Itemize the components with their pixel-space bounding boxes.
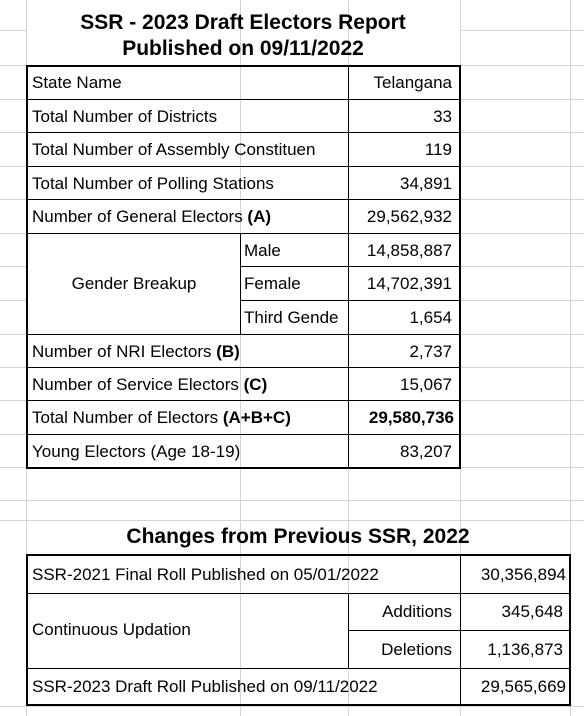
service-electors-label <box>32 368 346 401</box>
additions-value: 345,648 <box>501 602 563 621</box>
total-electors-tag: (A+B+C) <box>222 408 291 427</box>
general-electors-tag: (A) <box>247 207 272 226</box>
nri-electors-value: 2,737 <box>409 342 452 361</box>
state-name-label: State Name <box>32 73 122 92</box>
nri-electors-label <box>32 335 346 368</box>
state-name-value: Telangana <box>373 73 452 92</box>
report-title-line1: SSR - 2023 Draft Electors Report <box>80 11 406 34</box>
draft-roll-value: 29,565,669 <box>480 677 566 696</box>
third-gender-label: Third Gende <box>244 308 339 327</box>
third-gender-value: 1,654 <box>409 308 452 327</box>
districts-label: Total Number of Districts <box>32 107 218 126</box>
districts-value: 33 <box>433 107 452 126</box>
additions-label: Additions <box>382 602 452 621</box>
final-roll-value: 30,356,894 <box>480 565 566 584</box>
service-electors-text: Number of Service Electors <box>32 375 244 394</box>
polling-stations-label: Total Number of Polling Stations <box>32 174 274 193</box>
draft-roll-label: SSR-2023 Draft Roll Published on 09/11/2022 <box>32 677 378 696</box>
total-electors-label <box>32 401 346 434</box>
report-title-line2: Published on 09/11/2022 <box>122 37 364 60</box>
deletions-label: Deletions <box>381 640 452 659</box>
service-electors-value: 15,067 <box>400 375 452 394</box>
assembly-constituencies-value: 119 <box>424 140 452 159</box>
gender-breakup-label: Gender Breakup <box>71 274 197 293</box>
general-electors-value: 29,562,932 <box>366 207 452 226</box>
general-electors-label <box>32 200 346 233</box>
nri-electors-text: Number of NRI Electors <box>32 342 217 361</box>
changes-title: Changes from Previous SSR, 2022 <box>126 525 470 548</box>
young-electors-value: 83,207 <box>400 442 452 461</box>
continuous-updation-label: Continuous Updation <box>32 620 191 639</box>
deletions-value: 1,136,873 <box>487 640 563 659</box>
final-roll-label: SSR-2021 Final Roll Published on 05/01/2022 <box>32 565 379 584</box>
male-label: Male <box>244 241 281 260</box>
nri-electors-tag: (B) <box>216 342 240 361</box>
total-electors-text: Total Number of Electors <box>32 408 223 427</box>
total-electors-value: 29,580,736 <box>368 408 454 427</box>
male-value: 14,858,887 <box>366 241 452 260</box>
service-electors-tag: (C) <box>243 375 268 394</box>
female-label: Female <box>244 274 301 293</box>
female-value: 14,702,391 <box>366 274 452 293</box>
polling-stations-value: 34,891 <box>400 174 452 193</box>
general-electors-text: Number of General Electors <box>32 207 248 226</box>
assembly-constituencies-label: Total Number of Assembly Constituen <box>32 140 316 159</box>
young-electors-label: Young Electors (Age 18-19) <box>32 442 241 461</box>
